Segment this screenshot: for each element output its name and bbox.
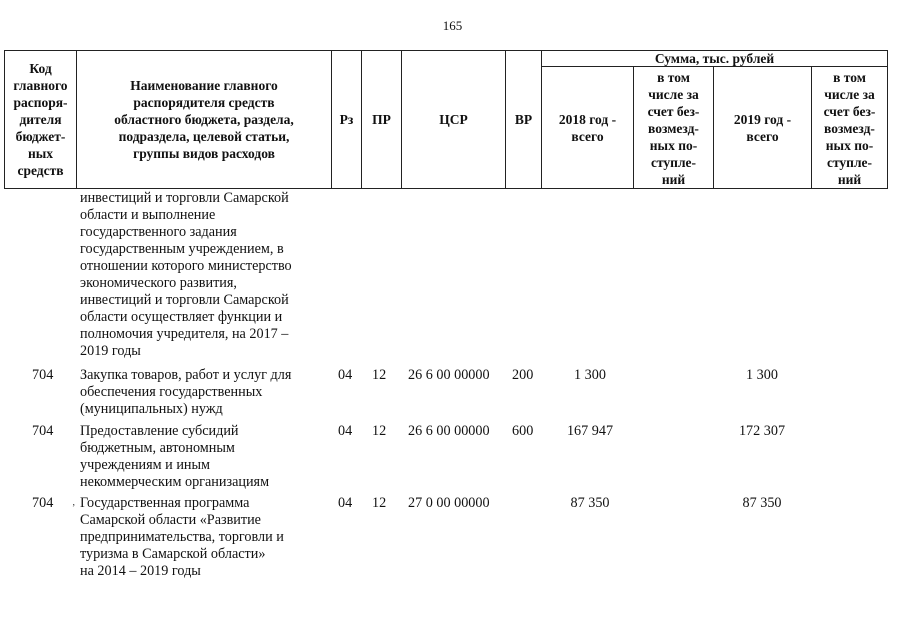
header-code: Код главного распоря- дителя бюджет- ных средств <box>5 51 77 189</box>
row-rz: 04 <box>338 367 353 383</box>
row-rz: 04 <box>338 423 353 439</box>
row-2018-total: 167 947 <box>566 423 614 439</box>
row-csr: 26 6 00 00000 <box>408 423 490 439</box>
row-code: 704 <box>32 423 54 439</box>
header-name: Наименование главного распорядителя средств областного бюджета, раздела, подраздела, целевой статьи, группы видов расходов <box>77 51 332 189</box>
row-pr: 12 <box>372 367 387 383</box>
header-2018-gratuitous: в том числе за счет без- возмезд- ных по- ступле- ний <box>634 67 714 189</box>
header-csr: ЦСР <box>402 51 506 189</box>
header-vr: ВР <box>506 51 542 189</box>
row-code: 704 <box>32 495 54 511</box>
header-sum-title: Сумма, тыс. рублей <box>542 51 888 67</box>
row-2019-total: 87 350 <box>742 495 782 511</box>
row-code: 704 <box>32 367 54 383</box>
row-name: Закупка товаров, работ и услуг для обеспечения государственных (муниципальных) нужд <box>80 367 292 417</box>
row-pr: 12 <box>372 495 387 511</box>
header-pr: ПР <box>362 51 402 189</box>
continuation-text: инвестиций и торговли Самарской области и выполнение государственного задания государственным учреждением, в отношении которого министерство экономического развития, инвестиций и торговли Самарской области осуществляет функции и полномочия учредителя, на 2017 – 2019 годы <box>80 190 292 359</box>
row-2018-total: 87 350 <box>570 495 610 511</box>
row-name: Государственная программа Самарской области «Развитие предпринимательства, торговли и туризма в Самарской области» на 2014 – 2019 годы <box>80 495 284 579</box>
header-2019-total: 2019 год - всего <box>714 67 812 189</box>
row-vr: 600 <box>512 423 534 439</box>
row-vr: 200 <box>512 367 534 383</box>
header-2018-total: 2018 год - всего <box>542 67 634 189</box>
row-csr: 27 0 00 00000 <box>408 495 490 511</box>
header-2019-gratuitous: в том числе за счет без- возмезд- ных по- ступле- ний <box>812 67 888 189</box>
page-number: 165 <box>442 18 463 33</box>
scan-mark: ʼ <box>72 503 76 514</box>
row-2019-total: 1 300 <box>746 367 778 383</box>
row-name: Предоставление субсидий бюджетным, автономным учреждениям и иным некоммерческим организациям <box>80 423 270 490</box>
row-pr: 12 <box>372 423 387 439</box>
row-csr: 26 6 00 00000 <box>408 367 490 383</box>
row-2018-total: 1 300 <box>574 367 606 383</box>
table-header <box>4 50 888 189</box>
row-2019-total: 172 307 <box>738 423 786 439</box>
row-rz: 04 <box>338 495 353 511</box>
header-rz: Рз <box>332 51 362 189</box>
